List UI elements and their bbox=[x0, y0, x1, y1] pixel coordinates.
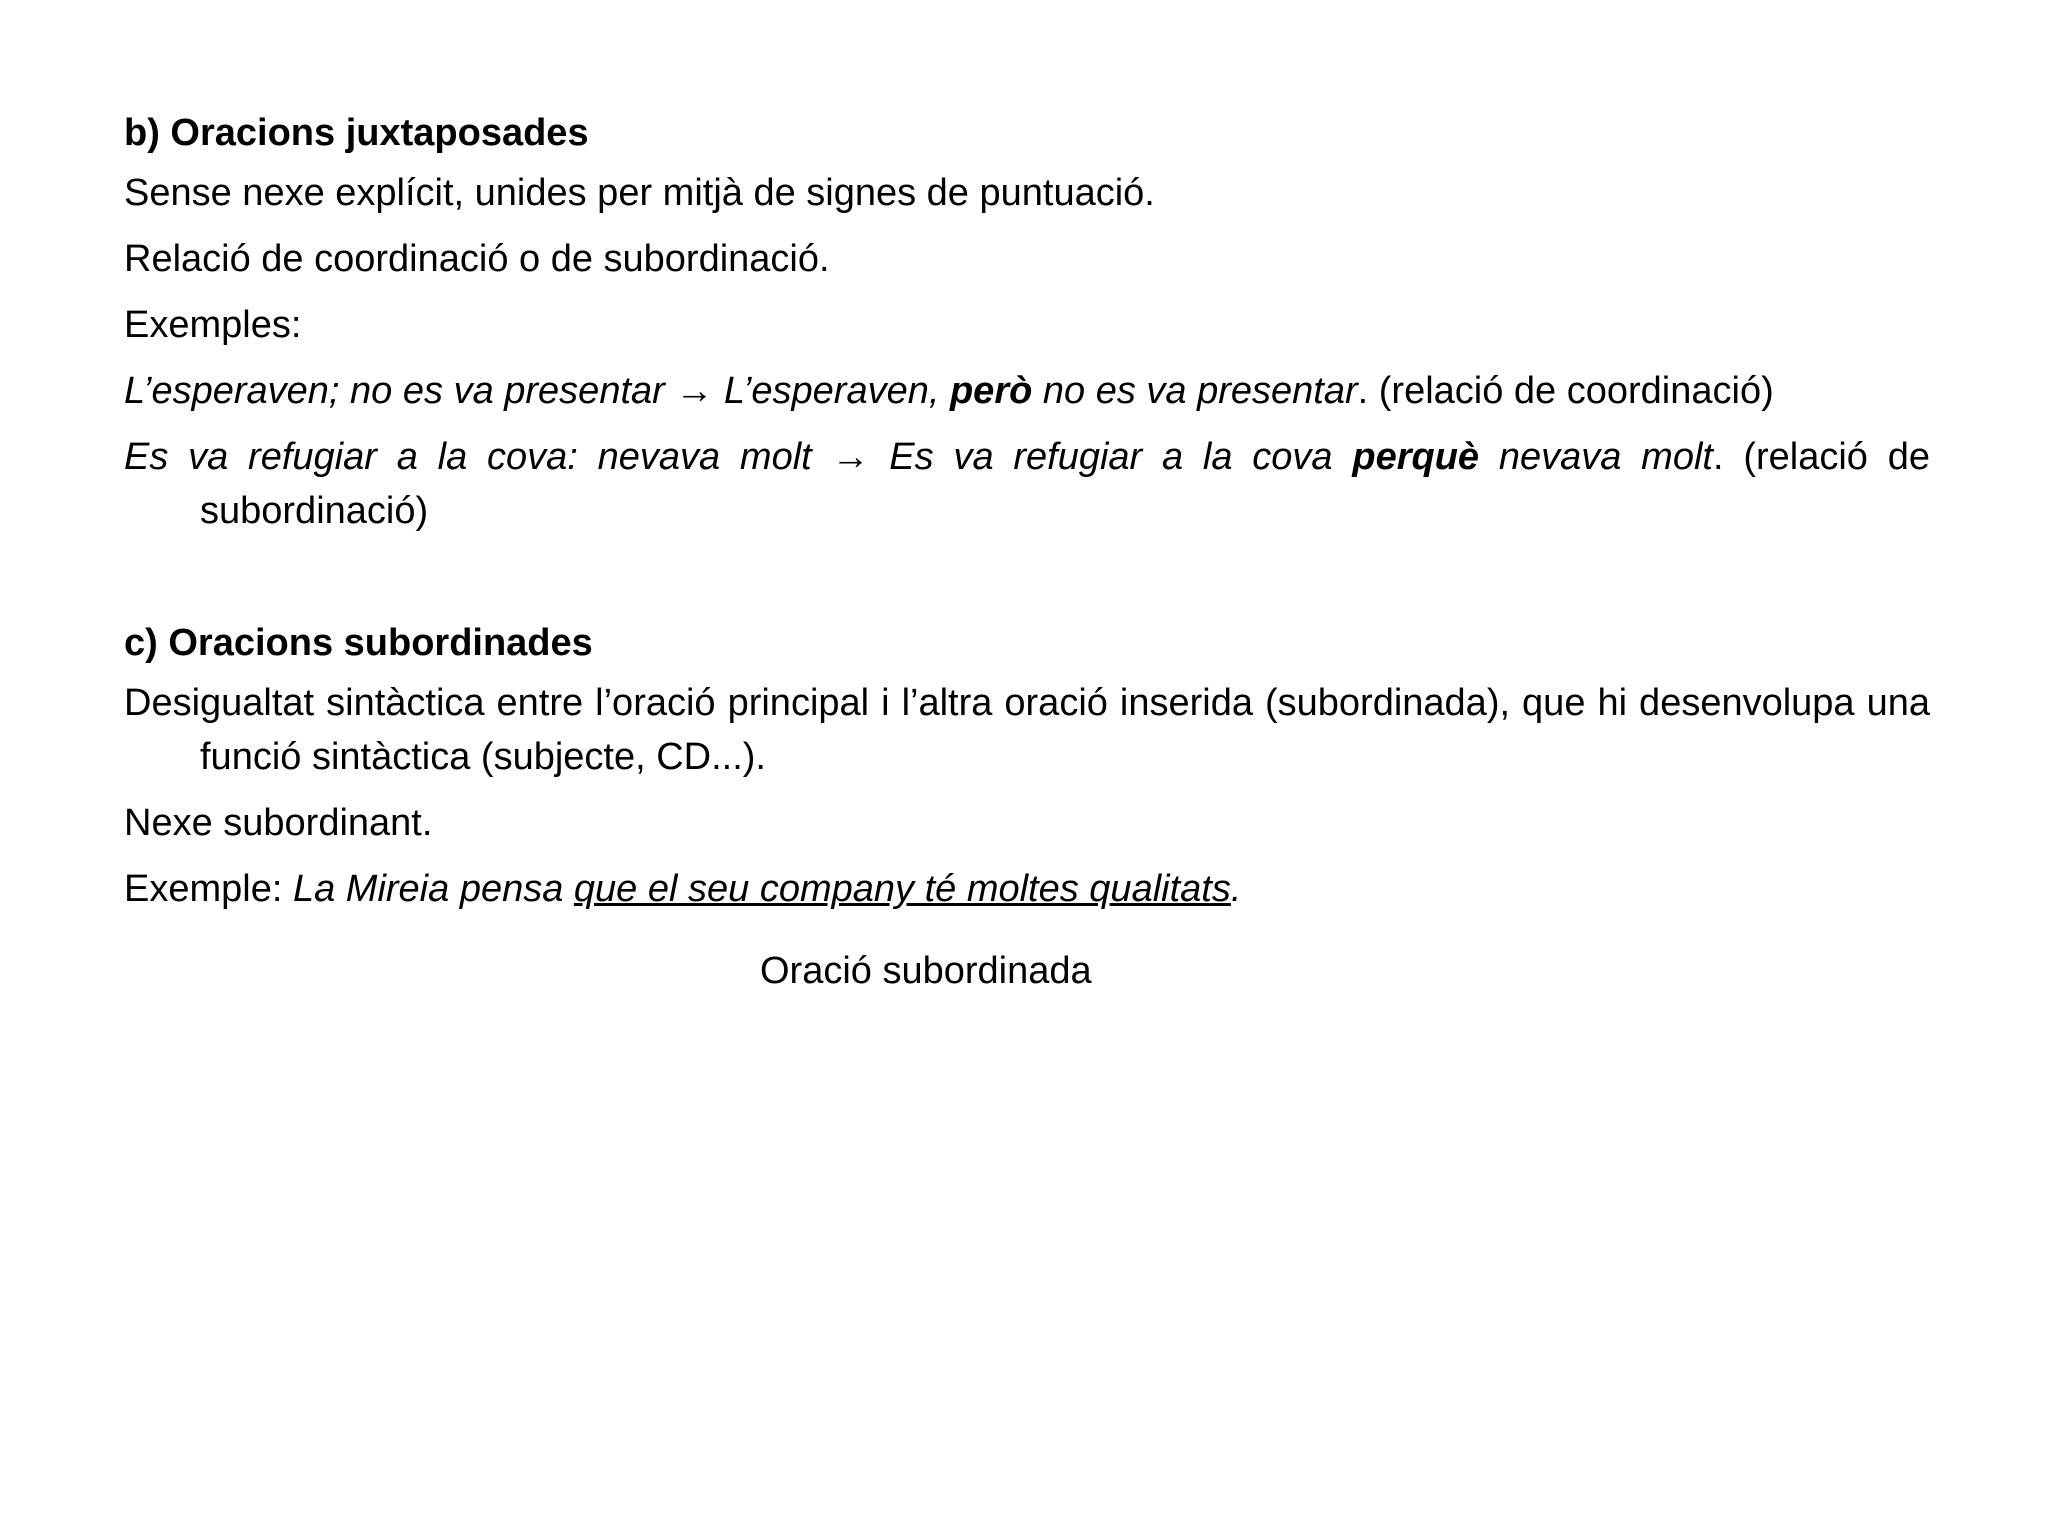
example-1-connector: però bbox=[949, 370, 1033, 412]
section-b-heading: b) Oracions juxtaposades bbox=[124, 112, 589, 154]
subordinate-example-end: . bbox=[1230, 868, 1242, 910]
section-c-line-2: Nexe subordinant. bbox=[124, 802, 433, 844]
slide-content bbox=[124, 106, 1930, 928]
example-1-part-2: no es va presentar bbox=[1032, 370, 1358, 412]
example-subordination bbox=[124, 430, 1930, 538]
subordinate-example bbox=[124, 862, 1930, 916]
example-2-note: . (relació de subordinació) bbox=[200, 436, 1930, 532]
example-1-note: . (relació de coordinació) bbox=[1357, 370, 1774, 412]
section-b-line-1: Sense nexe explícit, unides per mitjà de signes de puntuació. bbox=[124, 172, 1155, 214]
subordinate-example-main: La Mireia pensa bbox=[292, 868, 574, 910]
subordinate-clause: que el seu company té moltes qualitats bbox=[573, 868, 1231, 910]
examples-label: Exemples: bbox=[124, 304, 302, 346]
section-c-line-1: Desigualtat sintàctica entre l’oració principal i l’altra oració inserida (subordinada), que hi desenvolupa una funció sintàctica (subjecte, CD...). bbox=[124, 682, 1930, 778]
subordinate-example-label: Exemple: bbox=[124, 868, 293, 910]
example-2-part-1: Es va refugiar a la cova: nevava molt → Es va refugiar a la cova bbox=[124, 436, 1353, 478]
example-2-connector: perquè bbox=[1352, 436, 1480, 478]
section-c-heading: c) Oracions subordinades bbox=[124, 622, 593, 664]
example-2-part-2: nevava molt bbox=[1479, 436, 1713, 478]
subordinate-clause-annotation: Oració subordinada bbox=[760, 950, 1092, 992]
example-1-part-1: L’esperaven; no es va presentar → L’esperaven, bbox=[124, 370, 950, 412]
example-coordination bbox=[124, 364, 1930, 418]
section-spacer bbox=[124, 550, 1930, 616]
section-b-line-2: Relació de coordinació o de subordinació. bbox=[124, 238, 830, 280]
